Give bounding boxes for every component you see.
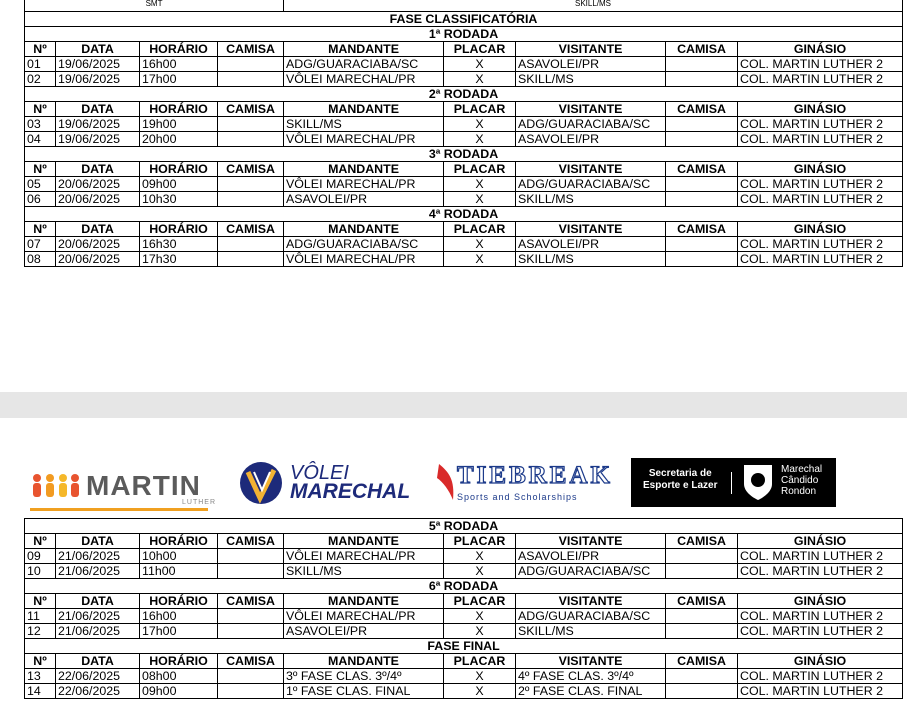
header-placar: PLACAR: [444, 534, 516, 549]
people-icon: [30, 472, 80, 506]
document-page-2: [0, 418, 907, 719]
city-name: [781, 464, 822, 497]
match-date: 19/06/2025: [56, 132, 140, 147]
away-team: ASAVOLEI/PR: [516, 57, 666, 72]
home-team: ASAVOLEI/PR: [284, 624, 444, 639]
header-ginasio: GINÁSIO: [738, 654, 903, 669]
away-team: SKILL/MS: [516, 72, 666, 87]
match-row: [25, 117, 903, 132]
match-date: 21/06/2025: [56, 564, 140, 579]
header-data: DATA: [56, 222, 140, 237]
match-time: 17h00: [140, 624, 218, 639]
match-date: 20/06/2025: [56, 192, 140, 207]
header-mandante: MANDANTE: [284, 162, 444, 177]
city-line1: Marechal: [781, 464, 823, 475]
round-title: FASE FINAL: [25, 639, 903, 654]
volei-logo-top: VÔLEI: [290, 462, 349, 484]
away-team: 4º FASE CLAS. 3º/4º: [516, 669, 666, 684]
header-visitante: VISITANTE: [516, 222, 666, 237]
header-camisa-mandante: CAMISA: [218, 102, 284, 117]
match-number: 09: [25, 549, 56, 564]
round-title-row: [25, 639, 903, 654]
flame-icon: [435, 462, 457, 502]
away-team: ASAVOLEI/PR: [516, 549, 666, 564]
cut-off-row: [25, 0, 903, 12]
secretaria-text: [643, 468, 717, 492]
gym: COL. MARTIN LUTHER 2: [738, 609, 903, 624]
away-team: ADG/GUARACIABA/SC: [516, 117, 666, 132]
round-title-row: [25, 207, 903, 222]
match-date: 20/06/2025: [56, 252, 140, 267]
match-row: [25, 669, 903, 684]
home-jersey: [218, 192, 284, 207]
match-score: X: [444, 132, 516, 147]
away-jersey: [666, 132, 738, 147]
match-time: 08h00: [140, 669, 218, 684]
header-placar: PLACAR: [444, 162, 516, 177]
match-row: [25, 624, 903, 639]
header-mandante: MANDANTE: [284, 102, 444, 117]
match-score: X: [444, 117, 516, 132]
away-jersey: [666, 192, 738, 207]
round-title-row: [25, 87, 903, 102]
away-jersey: [666, 609, 738, 624]
header-data: DATA: [56, 594, 140, 609]
header-row: [25, 594, 903, 609]
header-numero: Nº: [25, 162, 56, 177]
gym: COL. MARTIN LUTHER 2: [738, 192, 903, 207]
match-score: X: [444, 684, 516, 699]
gym: COL. MARTIN LUTHER 2: [738, 669, 903, 684]
gym: COL. MARTIN LUTHER 2: [738, 564, 903, 579]
match-time: 17h30: [140, 252, 218, 267]
header-mandante: MANDANTE: [284, 534, 444, 549]
away-team: ASAVOLEI/PR: [516, 237, 666, 252]
header-visitante: VISITANTE: [516, 594, 666, 609]
secretaria-line2: Esporte e Lazer: [643, 480, 718, 491]
home-team: VÔLEI MARECHAL/PR: [284, 132, 444, 147]
home-team: ADG/GUARACIABA/SC: [284, 237, 444, 252]
match-number: 10: [25, 564, 56, 579]
sponsor-logos: [0, 456, 907, 512]
home-jersey: [218, 624, 284, 639]
cut-off-left: SMT: [25, 0, 284, 12]
match-number: 06: [25, 192, 56, 207]
away-jersey: [666, 669, 738, 684]
tiebreak-logo-text: TIEBREAK: [457, 462, 613, 489]
match-number: 14: [25, 684, 56, 699]
home-jersey: [218, 132, 284, 147]
match-score: X: [444, 624, 516, 639]
match-number: 03: [25, 117, 56, 132]
home-jersey: [218, 564, 284, 579]
match-score: X: [444, 609, 516, 624]
round-title: 2ª RODADA: [25, 87, 903, 102]
away-jersey: [666, 177, 738, 192]
header-data: DATA: [56, 102, 140, 117]
home-team: ADG/GUARACIABA/SC: [284, 57, 444, 72]
header-visitante: VISITANTE: [516, 102, 666, 117]
header-numero: Nº: [25, 222, 56, 237]
round-title: 1ª RODADA: [25, 27, 903, 42]
match-time: 16h00: [140, 57, 218, 72]
tiebreak-logo: [435, 462, 620, 506]
header-camisa-mandante: CAMISA: [218, 534, 284, 549]
away-team: SKILL/MS: [516, 252, 666, 267]
page-gap: [0, 392, 907, 418]
header-camisa-visitante: CAMISA: [666, 222, 738, 237]
home-team: 3º FASE CLAS. 3º/4º: [284, 669, 444, 684]
header-visitante: VISITANTE: [516, 42, 666, 57]
round-title: 5ª RODADA: [25, 519, 903, 534]
header-ginasio: GINÁSIO: [738, 594, 903, 609]
gym: COL. MARTIN LUTHER 2: [738, 624, 903, 639]
header-camisa-visitante: CAMISA: [666, 534, 738, 549]
match-date: 22/06/2025: [56, 684, 140, 699]
header-placar: PLACAR: [444, 42, 516, 57]
home-team: ASAVOLEI/PR: [284, 192, 444, 207]
home-team: 1º FASE CLAS. FINAL: [284, 684, 444, 699]
cut-off-right: SKILL/MS: [284, 0, 903, 12]
gym: COL. MARTIN LUTHER 2: [738, 549, 903, 564]
logo-divider: [731, 472, 732, 494]
header-camisa-mandante: CAMISA: [218, 162, 284, 177]
match-time: 10h00: [140, 549, 218, 564]
secretaria-line1: Secretaria de: [648, 468, 712, 479]
away-team: ADG/GUARACIABA/SC: [516, 564, 666, 579]
header-data: DATA: [56, 654, 140, 669]
header-camisa-mandante: CAMISA: [218, 654, 284, 669]
home-team: VÔLEI MARECHAL/PR: [284, 72, 444, 87]
gym: COL. MARTIN LUTHER 2: [738, 72, 903, 87]
header-camisa-visitante: CAMISA: [666, 162, 738, 177]
home-team: VÔLEI MARECHAL/PR: [284, 549, 444, 564]
match-date: 19/06/2025: [56, 57, 140, 72]
round-title: 3ª RODADA: [25, 147, 903, 162]
match-number: 07: [25, 237, 56, 252]
header-numero: Nº: [25, 42, 56, 57]
header-placar: PLACAR: [444, 654, 516, 669]
round-title: 4ª RODADA: [25, 207, 903, 222]
match-time: 17h00: [140, 72, 218, 87]
martin-luther-logo: [30, 466, 217, 510]
home-jersey: [218, 549, 284, 564]
away-jersey: [666, 684, 738, 699]
martin-logo-sub: LUTHER: [182, 499, 217, 506]
home-jersey: [218, 684, 284, 699]
header-numero: Nº: [25, 534, 56, 549]
match-row: [25, 177, 903, 192]
away-jersey: [666, 72, 738, 87]
schedule-table-classificatoria: [24, 0, 903, 267]
match-time: 20h00: [140, 132, 218, 147]
home-jersey: [218, 237, 284, 252]
header-visitante: VISITANTE: [516, 534, 666, 549]
secretaria-esporte-logo: [631, 458, 836, 507]
match-row: [25, 252, 903, 267]
header-ginasio: GINÁSIO: [738, 102, 903, 117]
gym: COL. MARTIN LUTHER 2: [738, 132, 903, 147]
match-number: 04: [25, 132, 56, 147]
header-camisa-visitante: CAMISA: [666, 42, 738, 57]
home-jersey: [218, 117, 284, 132]
header-numero: Nº: [25, 654, 56, 669]
away-team: ADG/GUARACIABA/SC: [516, 177, 666, 192]
city-line2: Cândido: [781, 475, 819, 486]
match-row: [25, 549, 903, 564]
home-team: VÔLEI MARECHAL/PR: [284, 252, 444, 267]
match-score: X: [444, 564, 516, 579]
match-time: 16h00: [140, 609, 218, 624]
header-visitante: VISITANTE: [516, 162, 666, 177]
away-team: ASAVOLEI/PR: [516, 132, 666, 147]
header-placar: PLACAR: [444, 222, 516, 237]
away-jersey: [666, 549, 738, 564]
match-number: 12: [25, 624, 56, 639]
away-jersey: [666, 624, 738, 639]
match-number: 13: [25, 669, 56, 684]
phase-title: FASE CLASSIFICATÓRIA: [25, 12, 903, 27]
home-jersey: [218, 177, 284, 192]
match-date: 22/06/2025: [56, 669, 140, 684]
header-camisa-mandante: CAMISA: [218, 42, 284, 57]
header-ginasio: GINÁSIO: [738, 42, 903, 57]
header-visitante: VISITANTE: [516, 654, 666, 669]
schedule-table-continued: [24, 518, 903, 699]
match-row: [25, 564, 903, 579]
round-title-row: [25, 579, 903, 594]
header-ginasio: GINÁSIO: [738, 222, 903, 237]
header-horario: HORÁRIO: [140, 162, 218, 177]
gym: COL. MARTIN LUTHER 2: [738, 684, 903, 699]
header-horario: HORÁRIO: [140, 534, 218, 549]
match-time: 10h30: [140, 192, 218, 207]
header-placar: PLACAR: [444, 102, 516, 117]
away-jersey: [666, 57, 738, 72]
home-team: SKILL/MS: [284, 117, 444, 132]
match-score: X: [444, 669, 516, 684]
city-crest-icon: [741, 462, 775, 502]
match-score: X: [444, 549, 516, 564]
header-camisa-visitante: CAMISA: [666, 102, 738, 117]
home-jersey: [218, 669, 284, 684]
match-score: X: [444, 252, 516, 267]
round-title-row: [25, 147, 903, 162]
match-time: 11h00: [140, 564, 218, 579]
header-camisa-visitante: CAMISA: [666, 654, 738, 669]
match-row: [25, 192, 903, 207]
round-title: 6ª RODADA: [25, 579, 903, 594]
header-row: [25, 102, 903, 117]
header-horario: HORÁRIO: [140, 222, 218, 237]
match-score: X: [444, 177, 516, 192]
header-data: DATA: [56, 162, 140, 177]
header-mandante: MANDANTE: [284, 222, 444, 237]
volleyball-icon: [238, 460, 284, 506]
away-team: SKILL/MS: [516, 624, 666, 639]
home-team: SKILL/MS: [284, 564, 444, 579]
home-jersey: [218, 72, 284, 87]
gym: COL. MARTIN LUTHER 2: [738, 117, 903, 132]
match-row: [25, 57, 903, 72]
match-number: 05: [25, 177, 56, 192]
match-row: [25, 684, 903, 699]
header-data: DATA: [56, 42, 140, 57]
away-team: ADG/GUARACIABA/SC: [516, 609, 666, 624]
header-mandante: MANDANTE: [284, 42, 444, 57]
header-ginasio: GINÁSIO: [738, 534, 903, 549]
tiebreak-logo-sub: Sports and Scholarships: [457, 492, 578, 502]
home-jersey: [218, 57, 284, 72]
header-row: [25, 534, 903, 549]
match-time: 16h30: [140, 237, 218, 252]
match-number: 01: [25, 57, 56, 72]
header-row: [25, 654, 903, 669]
match-date: 20/06/2025: [56, 237, 140, 252]
home-jersey: [218, 609, 284, 624]
match-date: 19/06/2025: [56, 72, 140, 87]
away-jersey: [666, 237, 738, 252]
round-title-row: [25, 27, 903, 42]
header-horario: HORÁRIO: [140, 654, 218, 669]
match-row: [25, 132, 903, 147]
match-score: X: [444, 192, 516, 207]
match-date: 21/06/2025: [56, 609, 140, 624]
away-jersey: [666, 564, 738, 579]
match-number: 08: [25, 252, 56, 267]
header-numero: Nº: [25, 594, 56, 609]
away-team: SKILL/MS: [516, 192, 666, 207]
home-jersey: [218, 252, 284, 267]
match-time: 09h00: [140, 684, 218, 699]
header-row: [25, 222, 903, 237]
match-date: 21/06/2025: [56, 624, 140, 639]
match-score: X: [444, 72, 516, 87]
match-date: 19/06/2025: [56, 117, 140, 132]
city-line3: Rondon: [781, 486, 817, 497]
round-title-row: [25, 519, 903, 534]
martin-logo-text: MARTIN: [86, 470, 201, 501]
header-row: [25, 162, 903, 177]
match-number: 11: [25, 609, 56, 624]
away-team: 2º FASE CLAS. FINAL: [516, 684, 666, 699]
header-horario: HORÁRIO: [140, 102, 218, 117]
header-camisa-mandante: CAMISA: [218, 222, 284, 237]
header-data: DATA: [56, 534, 140, 549]
home-team: VÔLEI MARECHAL/PR: [284, 177, 444, 192]
header-row: [25, 42, 903, 57]
away-jersey: [666, 252, 738, 267]
header-mandante: MANDANTE: [284, 654, 444, 669]
header-placar: PLACAR: [444, 594, 516, 609]
header-numero: Nº: [25, 102, 56, 117]
header-ginasio: GINÁSIO: [738, 162, 903, 177]
martin-logo-underline: [30, 508, 208, 511]
match-row: [25, 237, 903, 252]
match-score: X: [444, 57, 516, 72]
gym: COL. MARTIN LUTHER 2: [738, 177, 903, 192]
match-date: 21/06/2025: [56, 549, 140, 564]
match-row: [25, 609, 903, 624]
away-jersey: [666, 117, 738, 132]
match-date: 20/06/2025: [56, 177, 140, 192]
header-horario: HORÁRIO: [140, 594, 218, 609]
volei-marechal-logo: [236, 458, 411, 508]
home-team: VÔLEI MARECHAL/PR: [284, 609, 444, 624]
match-time: 19h00: [140, 117, 218, 132]
volei-logo-bottom: MARECHAL: [290, 480, 411, 503]
match-row: [25, 72, 903, 87]
header-camisa-visitante: CAMISA: [666, 594, 738, 609]
match-number: 02: [25, 72, 56, 87]
match-score: X: [444, 237, 516, 252]
gym: COL. MARTIN LUTHER 2: [738, 57, 903, 72]
gym: COL. MARTIN LUTHER 2: [738, 237, 903, 252]
gym: COL. MARTIN LUTHER 2: [738, 252, 903, 267]
match-time: 09h00: [140, 177, 218, 192]
header-camisa-mandante: CAMISA: [218, 594, 284, 609]
header-mandante: MANDANTE: [284, 594, 444, 609]
header-horario: HORÁRIO: [140, 42, 218, 57]
phase-title-row: [25, 12, 903, 27]
